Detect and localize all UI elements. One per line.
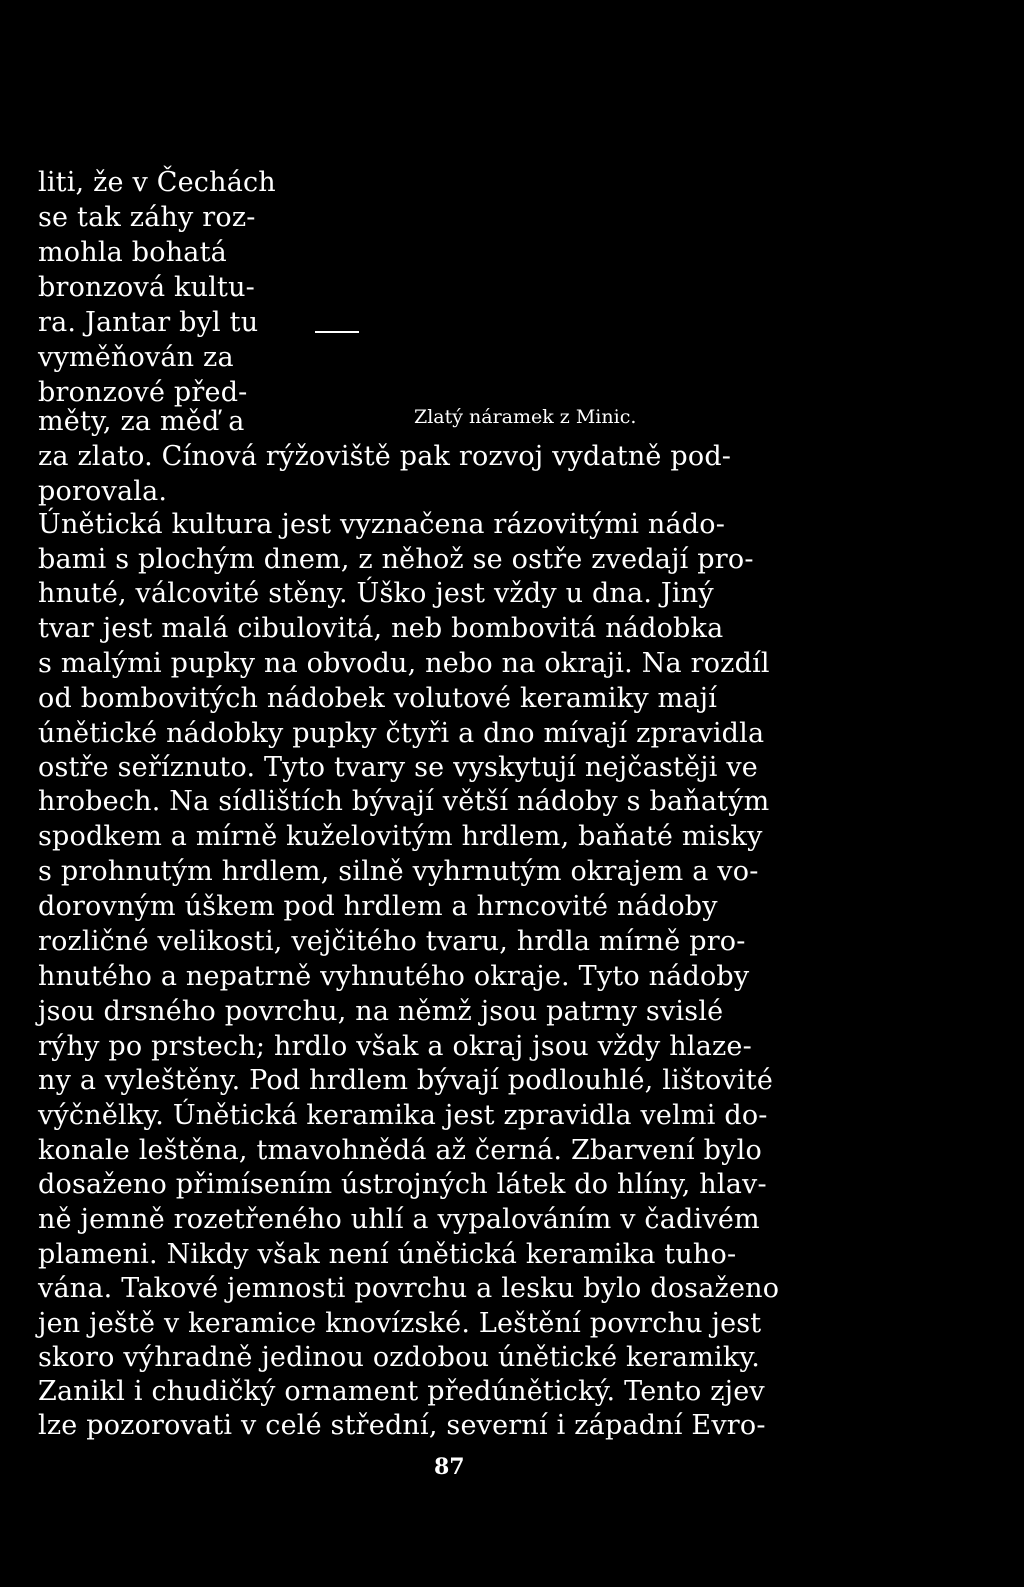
text-line: ně jemně rozetřeného uhlí a vypalováním v čadivém: [38, 1204, 760, 1235]
text-line: jsou drsného povrchu, na němž jsou patrny svislé: [38, 996, 724, 1027]
text-line: ostře seříznuto. Tyto tvary se vyskytují nejčastěji ve: [38, 752, 758, 783]
text-line: vána. Takové jemnosti povrchu a lesku bylo dosaženo: [38, 1273, 780, 1304]
text-line: dorovným úškem pod hrdlem a hrncovité nádoby: [38, 891, 718, 922]
text-line: bronzová kultu-: [38, 272, 255, 303]
text-line: bronzové před-: [38, 377, 248, 408]
text-line: ny a vyleštěny. Pod hrdlem bývají podlouhlé, lištovité: [38, 1065, 774, 1096]
text-line: hnutého a nepatrně vyhnutého okraje. Tyto nádoby: [38, 961, 750, 992]
text-line: s prohnutým hrdlem, silně vyhrnutým okrajem a vo-: [38, 856, 759, 887]
text-line: bami s plochým dnem, z něhož se ostře zvedají pro-: [38, 544, 754, 575]
text-line: se tak záhy roz-: [38, 202, 256, 233]
text-line: Únětická kultura jest vyznačena rázovitými nádo-: [38, 509, 726, 540]
text-line: porovala.: [38, 476, 168, 507]
figure-caption: Zlatý náramek z Minic.: [414, 406, 637, 428]
text-line: tvar jest malá cibulovitá, neb bombovitá nádobka: [38, 613, 724, 644]
text-line: měty, za měď a: [38, 406, 245, 437]
text-line: liti, že v Čechách: [38, 167, 276, 198]
text-line: skoro výhradně jedinou ozdobou únětické keramiky.: [38, 1342, 761, 1373]
text-line: spodkem a mírně kuželovitým hrdlem, baňaté misky: [38, 821, 763, 852]
text-line: jen ještě v keramice knovízské. Leštění povrchu jest: [38, 1308, 762, 1339]
text-line: rýhy po prstech; hrdlo však a okraj jsou vždy hlaze-: [38, 1031, 752, 1062]
text-line: lze pozorovati v celé střední, severní i západní Evro-: [38, 1410, 766, 1441]
text-line: od bombovitých nádobek volutové keramiky mají: [38, 683, 718, 714]
text-line: plameni. Nikdy však není únětická keramika tuho-: [38, 1239, 737, 1270]
text-line: ra. Jantar byl tu: [38, 307, 259, 338]
text-line: s malými pupky na obvodu, nebo na okraji. Na rozdíl: [38, 648, 770, 679]
text-line: hnuté, válcovité stěny. Úško jest vždy u dna. Jiný: [38, 578, 714, 609]
text-line: Zanikl i chudičký ornament předúnětický. Tento zjev: [38, 1376, 765, 1407]
text-line: konale leštěna, tmavohnědá až černá. Zbarvení bylo: [38, 1135, 762, 1166]
text-line: hrobech. Na sídlištích bývají větší nádoby s baňatým: [38, 786, 770, 817]
text-line: za zlato. Cínová rýžoviště pak rozvoj vydatně pod-: [38, 441, 732, 472]
text-line: únětické nádobky pupky čtyři a dno mívají zpravidla: [38, 718, 765, 749]
figure-rule: [315, 331, 359, 333]
text-line: výčnělky. Únětická keramika jest zpravidla velmi do-: [38, 1100, 768, 1131]
text-line: dosaženo přimísením ústrojných látek do hlíny, hlav-: [38, 1169, 767, 1200]
text-line: vyměňován za: [38, 342, 234, 373]
text-line: rozličné velikosti, vejčitého tvaru, hrdla mírně pro-: [38, 926, 746, 957]
text-line: mohla bohatá: [38, 237, 227, 268]
page-number: 87: [434, 1454, 465, 1480]
